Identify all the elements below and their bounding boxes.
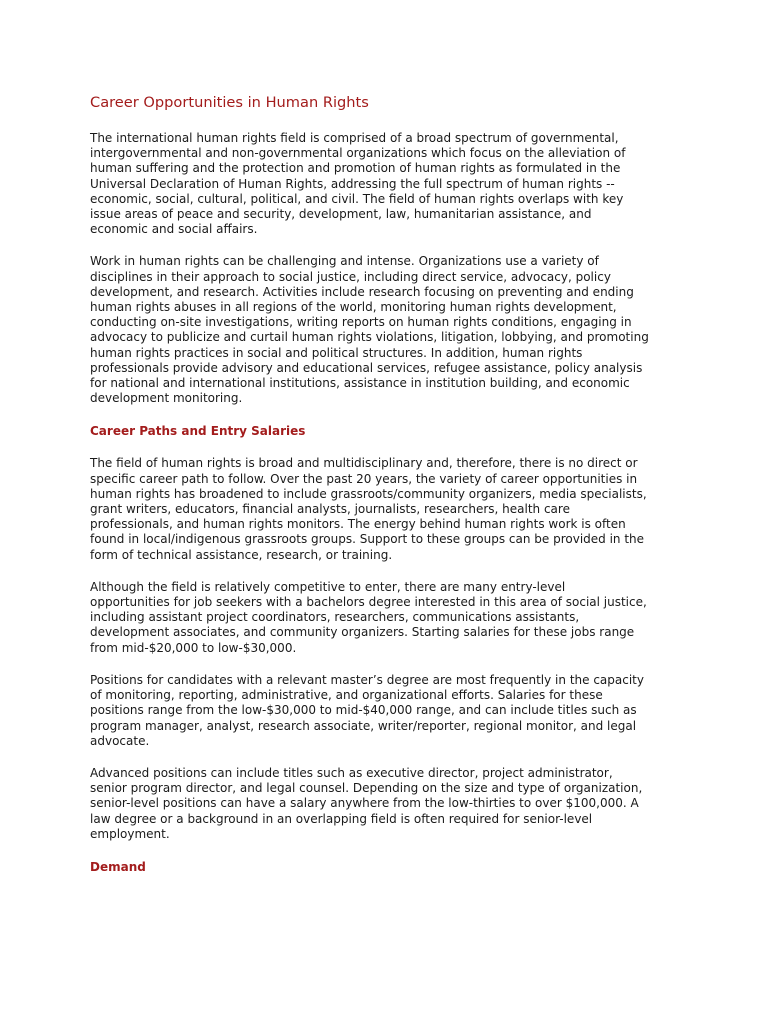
text-line: issue areas of peace and security, development, law, humanitarian assistance, and bbox=[90, 207, 592, 222]
text-line: opportunities for job seekers with a bachelors degree interested in this area of social justice, bbox=[90, 595, 647, 610]
text-line: professionals provide advisory and educational services, refugee assistance, policy analysis bbox=[90, 360, 643, 375]
text-line: The field of human rights is broad and multidisciplinary and, therefore, there is no direct or bbox=[90, 456, 638, 471]
text-line: Universal Declaration of Human Rights, addressing the full spectrum of human rights -- bbox=[90, 176, 615, 191]
text-line: law degree or a background in an overlapping field is often required for senior-level bbox=[90, 811, 593, 826]
text-line: development, and research. Activities include research focusing on preventing and ending bbox=[90, 284, 634, 299]
career-paths-paragraph bbox=[90, 456, 680, 562]
text-line: human rights abuses in all regions of the world, monitoring human rights development, bbox=[90, 300, 617, 315]
text-line: human rights has broadened to include grassroots/community organizers, media specialists, bbox=[90, 486, 647, 501]
document-page bbox=[90, 93, 680, 892]
text-line: of monitoring, reporting, administrative, and organizational efforts. Salaries for these bbox=[90, 688, 603, 703]
text-line: including assistant project coordinators, researchers, communications assistants, bbox=[90, 610, 580, 625]
section-heading-career-paths: Career Paths and Entry Salaries bbox=[90, 424, 306, 439]
intro-paragraph bbox=[90, 131, 680, 237]
text-line: specific career path to follow. Over the past 20 years, the variety of career opportunities in bbox=[90, 471, 638, 486]
text-line: human suffering and the protection and promotion of human rights as formulated in the bbox=[90, 161, 621, 176]
text-line: intergovernmental and non-governmental organizations which focus on the alleviation of bbox=[90, 146, 626, 161]
text-line: grant writers, educators, financial analysts, journalists, researchers, health care bbox=[90, 502, 570, 517]
text-line: Positions for candidates with a relevant master’s degree are most frequently in the capacity bbox=[90, 672, 644, 687]
text-line: from mid-$20,000 to low-$30,000. bbox=[90, 640, 297, 655]
text-line: The international human rights field is comprised of a broad spectrum of governmental, bbox=[90, 131, 619, 145]
career-paths-paragraph bbox=[90, 766, 680, 842]
text-line: development associates, and community organizers. Starting salaries for these jobs range bbox=[90, 625, 635, 640]
text-line: advocate. bbox=[90, 733, 150, 748]
text-line: Advanced positions can include titles such as executive director, project administrator, bbox=[90, 765, 613, 780]
text-line: employment. bbox=[90, 826, 170, 841]
page-title: Career Opportunities in Human Rights bbox=[90, 94, 369, 111]
text-line: economic, social, cultural, political, and civil. The field of human rights overlaps with key bbox=[90, 191, 624, 206]
intro-paragraph bbox=[90, 254, 680, 406]
text-line: positions range from the low-$30,000 to mid-$40,000 range, and can include titles such as bbox=[90, 703, 637, 718]
text-line: senior program director, and legal counsel. Depending on the size and type of organization, bbox=[90, 781, 643, 796]
text-line: Work in human rights can be challenging and intense. Organizations use a variety of bbox=[90, 254, 599, 269]
text-line: disciplines in their approach to social justice, including direct service, advocacy, policy bbox=[90, 269, 611, 284]
text-line: found in local/indigenous grassroots groups. Support to these groups can be provided in the bbox=[90, 532, 645, 547]
text-line: professionals, and human rights monitors. The energy behind human rights work is often bbox=[90, 517, 626, 532]
text-line: advocacy to publicize and curtail human rights violations, litigation, lobbying, and promoting bbox=[90, 330, 649, 345]
career-paths-paragraph bbox=[90, 673, 680, 749]
text-line: development monitoring. bbox=[90, 391, 243, 406]
text-line: program manager, analyst, research associate, writer/reporter, regional monitor, and legal bbox=[90, 718, 637, 733]
text-line: economic and social affairs. bbox=[90, 222, 258, 237]
text-line: senior-level positions can have a salary anywhere from the low-thirties to over $100,000. A bbox=[90, 796, 639, 811]
career-paths-paragraph bbox=[90, 580, 680, 656]
text-line: conducting on-site investigations, writing reports on human rights conditions, engaging in bbox=[90, 315, 632, 330]
text-line: human rights practices in social and political structures. In addition, human rights bbox=[90, 345, 583, 360]
text-line: for national and international institutions, assistance in institution building, and economic bbox=[90, 376, 630, 391]
text-line: form of technical assistance, research, or training. bbox=[90, 547, 393, 562]
section-heading-demand: Demand bbox=[90, 859, 146, 874]
text-line: Although the field is relatively competitive to enter, there are many entry-level bbox=[90, 579, 566, 594]
